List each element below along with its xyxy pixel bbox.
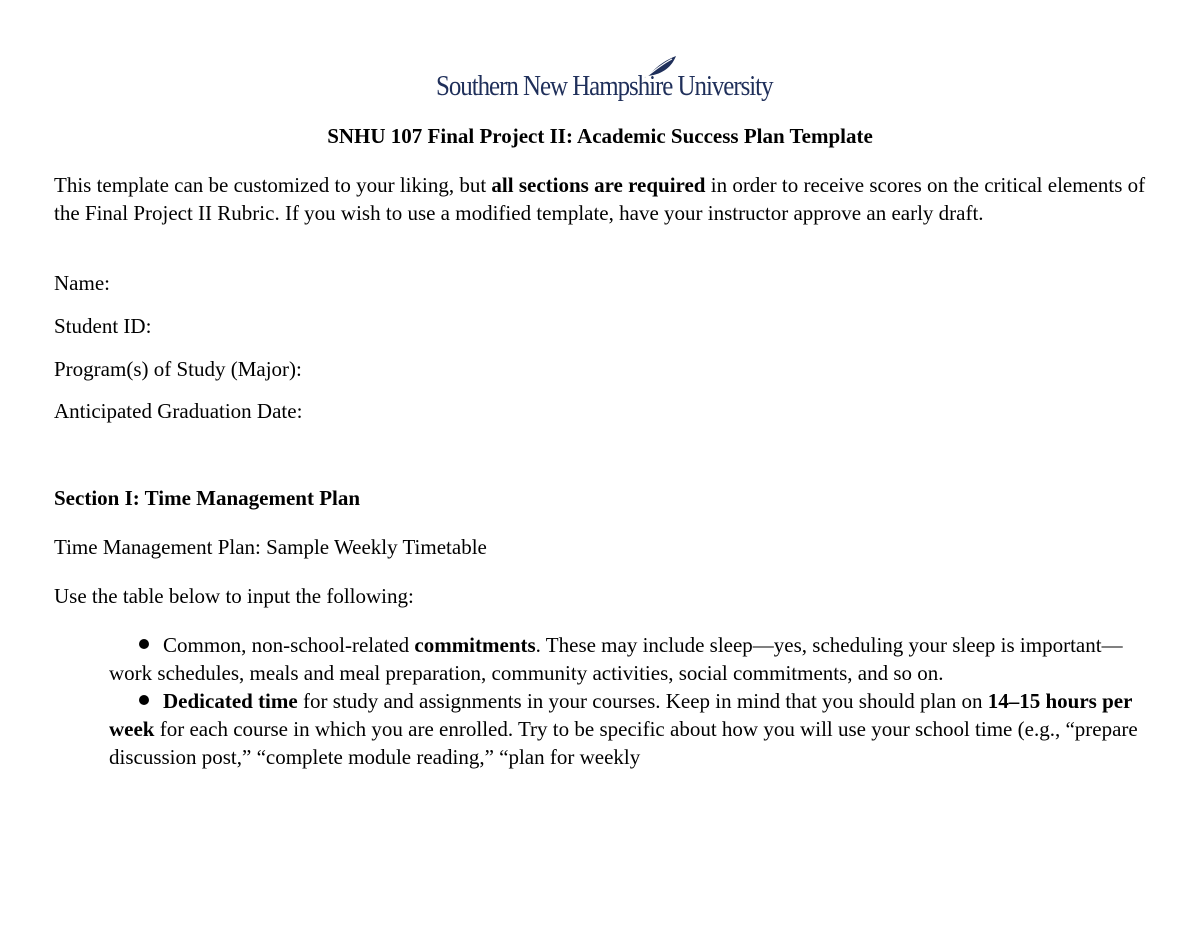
student-id-field-label: Student ID: — [54, 314, 152, 338]
intro-text-1: This template can be customized to your liking, but — [54, 173, 492, 197]
instruction-list — [109, 631, 1139, 771]
list-item — [109, 631, 1139, 687]
intro-bold-text: all sections are required — [491, 173, 706, 197]
leaf-icon — [642, 54, 678, 80]
list-item-text: for study and assignments in your courses. Keep in mind that you should plan on — [297, 689, 988, 713]
list-item-text: . These may include sleep—yes, scheduling your sleep is important—work schedules, meals and meal preparation, community activities, social commitments, and so on. — [109, 633, 1123, 685]
section-instruction: Use the table below to input the following: — [54, 584, 414, 608]
program-field-label: Program(s) of Study (Major): — [54, 357, 302, 381]
list-item-text: Common, non-school-related — [163, 633, 415, 657]
list-item-bold: 14–15 hours per week — [109, 689, 1133, 741]
list-item-bold: Dedicated time — [163, 689, 298, 713]
intro-paragraph — [54, 171, 1154, 227]
section-subheading: Time Management Plan: Sample Weekly Timetable — [54, 535, 487, 559]
section-heading: Section I: Time Management Plan — [54, 486, 361, 510]
name-field-label: Name: — [54, 271, 110, 295]
bullet-icon — [139, 639, 149, 649]
document-title: SNHU 107 Final Project II: Academic Success Plan Template — [327, 124, 873, 148]
bullet-icon — [139, 695, 149, 705]
graduation-field-label: Anticipated Graduation Date: — [54, 399, 303, 423]
list-item — [109, 687, 1139, 771]
logo-wordmark: Southern New Hampshire University — [436, 70, 773, 102]
university-logo — [436, 54, 773, 106]
list-item-text: for each course in which you are enrolled. Try to be specific about how you will use your school time (e.g., “prepare discussion post,” “complete module reading,” “plan for weekly — [109, 717, 1138, 769]
intro-text-2: in order to receive scores on the critical elements of the Final Project II Rubric. If you wish to use a modified template, have your instructor approve an early draft. — [54, 173, 1146, 225]
list-item-bold: commitments — [414, 633, 536, 657]
